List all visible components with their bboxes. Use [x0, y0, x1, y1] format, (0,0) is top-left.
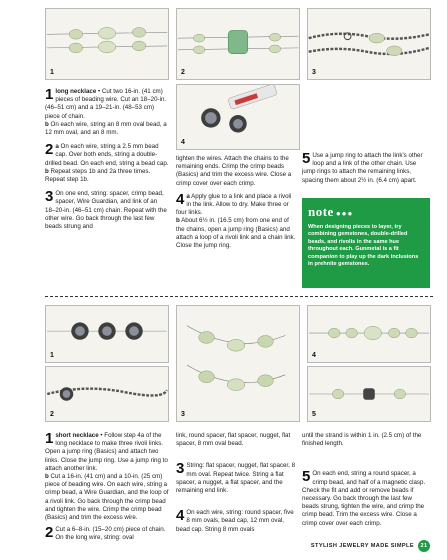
step-number: 2: [45, 141, 54, 159]
step-text: Use a jump ring to attach the link's other loop and a link of the other chain. Use jump rings to attach the remaining links, spacing them about 2½ in. (6.4 cm) apart.: [302, 152, 423, 184]
step-number: 1: [45, 86, 54, 103]
step-number: 5: [302, 150, 311, 167]
substep-label: b: [45, 167, 49, 175]
substep-label: a: [186, 192, 190, 200]
step-text: About 6½ in. (16.5 cm) from one end of the chains, open a jump ring (Basics) and attach a loop of a rivoli link and a chain link. Close the jump ring.: [176, 217, 296, 250]
oval-strand-illustration: [308, 306, 430, 362]
top-column-3: [302, 152, 430, 189]
top-photo-2: [176, 8, 300, 80]
top-photo-3: [307, 8, 431, 80]
photo-number: 3: [181, 411, 185, 418]
bottom-column-2: [176, 432, 296, 538]
substep-label: a: [55, 143, 59, 151]
photo-number: 3: [312, 69, 316, 76]
top-step-1: [45, 88, 169, 137]
footer-title: STYLISH JEWELRY MADE SIMPLE: [310, 543, 414, 549]
bottom-photo-1: [45, 305, 169, 363]
step-text: On one end, string: spacer, crimp bead, spacer, Wire Guardian, and link of an 18–20-in. (46–51 cm) chain. Repeat with the other wire. Go back through the last few beads strung and: [45, 190, 167, 231]
top-step-3: [45, 190, 169, 231]
top-step-4: [176, 190, 296, 250]
note-dots: ●●●: [335, 209, 354, 218]
bottom-column-1: [45, 432, 169, 547]
bottom-photo-4: [307, 305, 431, 363]
bottom-step-3: [176, 462, 296, 495]
note-body: When designing pieces to layer, try combining gemstones, double-drilled beads, and rivolis in the same hue throughout each. Gunmetal is a fit companion to play up the dark inclusions in prehnite gemstones.: [308, 224, 419, 268]
step-text: Cut a 16-in. (41 cm) and a 10-in. (25 cm) piece of beading wire. On each wire, string a crimp bead, a Wire Guardian, and the loop of a rivoli link. Go back through the crimp bead and tighten the wire. Crimp the crimp bead (Basics) and trim the excess wire.: [45, 473, 169, 522]
step-text: • Cut two 16-in. (41 cm) pieces of beading wire. Cut an 18–20-in. (46–51 cm) and a 19–21-in. (48–53 cm) piece of chain.: [45, 88, 167, 120]
step-text: Cut a 6–8-in. (15–20 cm) piece of chain. On the long wire, string: oval: [55, 526, 166, 542]
bottom-step-4: [176, 509, 296, 534]
step-text: String: flat spacer, nugget, flat spacer, 8 mm oval. Repeat twice. String a flat spacer, a nugget, a flat spacer, and the remaining end link.: [176, 462, 296, 495]
substep-label: b: [176, 217, 180, 225]
chain-illustration: [308, 9, 430, 79]
chain-strand-illustration: [46, 367, 168, 421]
top-column-1: [45, 88, 169, 235]
step-number: 3: [45, 188, 54, 206]
page-footer: [298, 540, 430, 552]
photo-number: 5: [312, 411, 316, 418]
page-number: 21: [418, 540, 430, 552]
bead-strand-illustration: [46, 9, 168, 79]
step-number: 4: [176, 190, 185, 208]
rivoli-links-illustration: [46, 306, 168, 362]
photo-number: 1: [50, 352, 54, 359]
top-step-2: [45, 143, 169, 184]
substep-label: b: [45, 120, 49, 128]
bottom-column-3: [302, 432, 430, 532]
bottom-step-2: [45, 526, 169, 542]
top-photo-1: [45, 8, 169, 80]
step-text: Repeat steps 1b and 2a three times. Repeat step 1b.: [45, 167, 151, 184]
note-box: [302, 198, 430, 288]
step-number: 2: [45, 524, 54, 542]
step-number: 1: [45, 430, 54, 447]
nugget-strand-illustration: [177, 306, 299, 421]
clasp-illustration: [308, 367, 430, 421]
step-text: On each wire, string a 2.5 mm bead cap. Over both ends, string a double-drilled bead. On each end, string a bead cap.: [45, 143, 169, 167]
step-text: until the strand is within 1 in. (2.5 cm) of the finished length.: [302, 432, 422, 448]
note-title: note: [308, 204, 334, 219]
photo-number: 2: [50, 411, 54, 418]
rivoli-glue-illustration: [177, 85, 299, 149]
step-text: tighten the wires. Attach the chains to the remaining ends. Crimp the crimp beads (Basics) and trim the excess wire. Close a crimp cover over each crimp.: [176, 155, 292, 187]
bottom-step-4-continued: [302, 432, 430, 448]
step-text: link, round spacer, flat spacer, nugget, flat spacer, 8 mm oval bead.: [176, 432, 291, 448]
substep-label: b: [45, 473, 49, 481]
step-number: 5: [302, 468, 311, 486]
step-number: 3: [176, 460, 185, 478]
step-title: long necklace: [55, 88, 97, 95]
bottom-photo-5: [307, 366, 431, 422]
photo-number: 2: [181, 69, 185, 76]
photo-number: 4: [181, 139, 185, 146]
bottom-step-5: [302, 470, 430, 527]
bottom-photo-3: [176, 305, 300, 422]
bottom-step-1: [45, 432, 169, 522]
top-step-3-continued: [176, 155, 296, 188]
step-title: short necklace: [55, 432, 99, 439]
step-text: • Follow step 4a of the long necklace to make three rivoli links. Open a jump ring (Basics) and attach two links. Close the jump ring. Use a jump ring to attach another link.: [45, 432, 168, 472]
top-photo-4: [176, 84, 300, 150]
bottom-step-2-continued: [176, 432, 296, 448]
step-number: 4: [176, 507, 185, 525]
bead-strand-illustration: [177, 9, 299, 79]
photo-number: 4: [312, 352, 316, 359]
step-text: On each wire, string an 8 mm oval bead, a 12 mm oval, and an 8 mm.: [45, 120, 167, 137]
photo-number: 1: [50, 69, 54, 76]
top-step-5: [302, 152, 430, 185]
bottom-photo-2: [45, 366, 169, 422]
section-divider: [45, 296, 433, 297]
top-column-2: [176, 155, 296, 254]
step-text: On each end, string a round spacer, a crimp bead, and half of a magnetic clasp. Check the fit and add or remove beads if necessary. Go back through the last few beads strung, tighten the wire, and crimp the crimp bead. Trim the excess wire. Close a crimp cover over each crimp.: [302, 470, 426, 527]
step-text: Apply glue to a link and place a rivoli in the link. Allow to dry. Make three or four links.: [176, 192, 292, 217]
step-text: On each wire, string: round spacer, five 8 mm ovals, bead cap, 12 mm oval, bead cap. String 8 mm ovals: [176, 509, 294, 533]
